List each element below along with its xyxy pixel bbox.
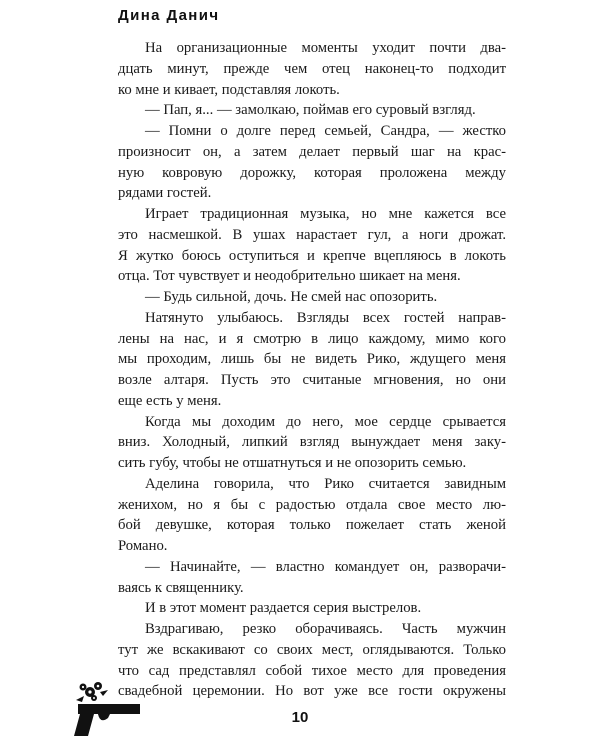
text-line: ную ковровую дорожку, которая проложена между — [118, 164, 506, 181]
text-line: лены на нас, и я смотрю в лицо каждому, мимо кого — [118, 330, 506, 347]
page-number: 10 — [291, 709, 309, 726]
text-line: мы проходим, лишь бы не видеть Рико, ждущего меня — [118, 351, 506, 368]
body-text — [118, 38, 506, 702]
text-line: — Начинайте, — властно командует он, разворачи- — [145, 558, 506, 575]
text-line: — Помни о долге перед семьей, Сандра, — жестко — [145, 123, 506, 139]
text-line: женихом, но я бы с радостью отдала свое место лю- — [118, 496, 506, 513]
text-line: Играет традиционная музыка, но мне кажется все — [145, 206, 506, 222]
text-line: ваясь к священнику. — [118, 579, 244, 596]
text-line: свадебной церемонии. Но вот уже все гости окружены — [118, 683, 506, 700]
text-line: еще есть у меня. — [118, 392, 222, 409]
text-line: Я жутко боюсь оступиться и крепче вцепляюсь в локоть — [118, 247, 506, 264]
text-line: вниз. Холодный, липкий взгляд вынуждает меня заку- — [118, 434, 506, 451]
text-line: что сад представлял собой тихое место для проведения — [118, 662, 506, 679]
text-line: это насмешкой. В ушах нарастает гул, а ноги дрожат. — [118, 226, 506, 243]
text-line: дцать минут, прежде чем отец наконец-то подходит — [118, 60, 506, 77]
text-line: тут же вскакивают со своих мест, оглядываются. Только — [118, 641, 506, 658]
text-line: Натянуто улыбаюсь. Взгляды всех гостей направ- — [145, 309, 506, 326]
text-line: Романо. — [118, 538, 168, 554]
text-line: ко мне и кивает, подставляя локоть. — [118, 81, 340, 98]
text-line: На организационные моменты уходит почти два- — [145, 40, 506, 56]
text-line: возле алтаря. Пусть это считаные мгновения, но они — [118, 372, 506, 388]
running-header-author: Дина Данич — [118, 7, 220, 24]
text-line: Когда мы доходим до него, мое сердце срывается — [145, 413, 506, 430]
text-line: произносит он, а затем делает первый шаг на крас- — [118, 143, 506, 160]
text-line: — Пап, я... — замолкаю, поймав его суровый взгляд. — [145, 102, 476, 119]
text-line: бой девушке, которая только пожелает стать женой — [118, 517, 506, 534]
text-line: отца. Тот чувствует и неодобрительно шикает на меня. — [118, 268, 461, 285]
pistol-with-flowers-icon — [70, 678, 142, 738]
text-line: Вздрагиваю, резко оборачиваясь. Часть мужчин — [145, 621, 506, 637]
text-line: сить губу, чтобы не отшатнуться и не опозорить семью. — [118, 455, 467, 471]
text-line: рядами гостей. — [118, 185, 212, 202]
text-line: Аделина говорила, что Рико считается завидным — [145, 475, 506, 492]
text-line: — Будь сильной, дочь. Не смей нас опозорить. — [145, 289, 438, 305]
text-line: И в этот момент раздается серия выстрелов. — [145, 600, 422, 617]
